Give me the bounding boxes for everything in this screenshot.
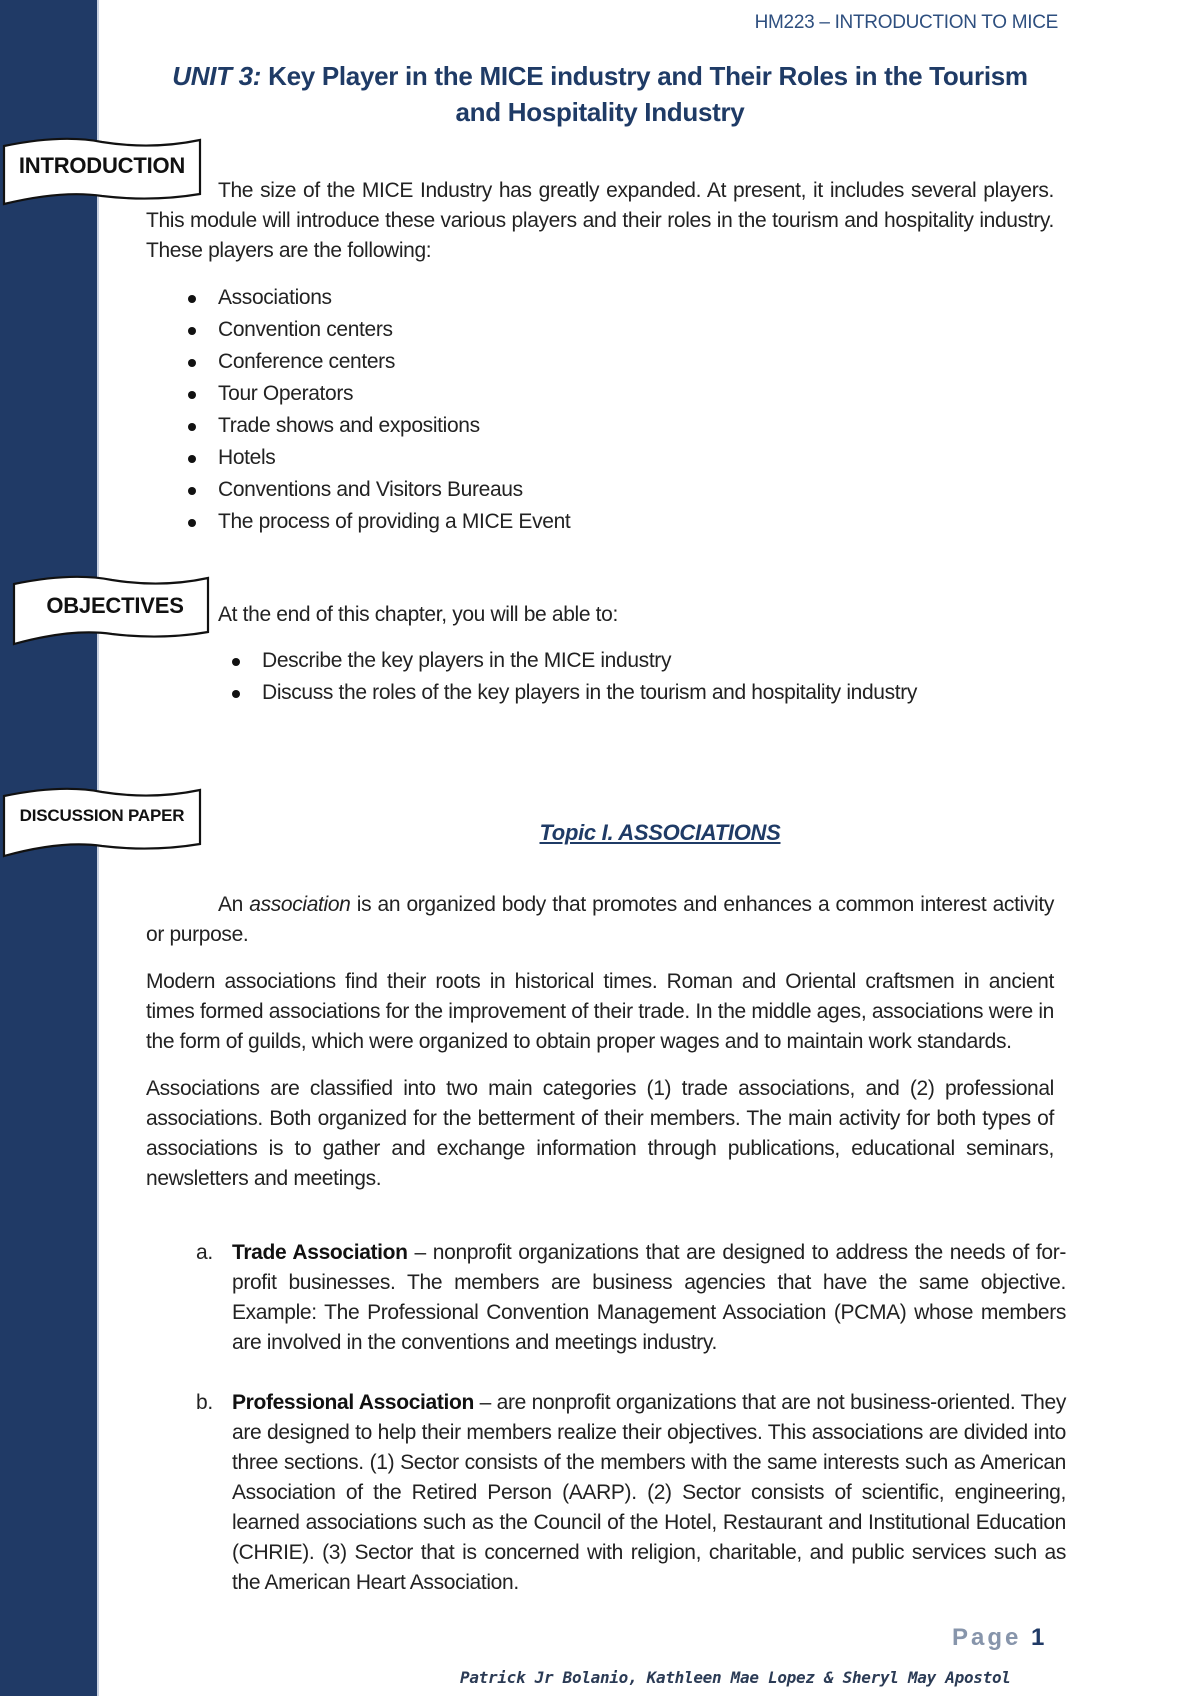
association-definition	[146, 890, 1054, 950]
item-marker: b.	[196, 1391, 213, 1414]
topic-heading: Topic I. ASSOCIATIONS	[539, 820, 781, 845]
course-header: HM223 – INTRODUCTION TO MICE	[754, 12, 1058, 33]
unit-title	[160, 58, 1040, 130]
page-label: Page	[952, 1624, 1022, 1651]
objectives-list	[228, 645, 917, 709]
definition-text: is an organized body that promotes and enhances a common interest activity or purpose.	[146, 893, 1054, 946]
item-term: Trade Association	[232, 1241, 408, 1264]
introduction-text: The size of the MICE Industry has greatly expanded. At present, it includes several players. This module will introduce these various players and their roles in the tourism and hospitality industry. These players are the following:	[146, 179, 1054, 262]
list-item: Describe the key players in the MICE industry	[228, 645, 917, 677]
list-item: Associations	[184, 282, 570, 314]
discussion-banner	[2, 786, 202, 846]
list-item: The process of providing a MICE Event	[184, 506, 570, 538]
history-paragraph: Modern associations find their roots in historical times. Roman and Oriental craftsmen in ancient times formed associations for the improvement of their trade. In the middle ages, associations were in the form of guilds, which were organized to obtain proper wages and to maintain work standards.	[146, 970, 1054, 1053]
page-number	[952, 1624, 1044, 1652]
page-number-value: 1	[1031, 1624, 1045, 1651]
objectives-lead: At the end of this chapter, you will be able to:	[218, 603, 618, 626]
trade-association-item	[196, 1238, 1066, 1358]
list-item: Hotels	[184, 442, 570, 474]
objectives-label: OBJECTIVES	[46, 593, 184, 618]
categories-paragraph: Associations are classified into two main categories (1) trade associations, and (2) professional associations. Both organized for the betterment of their members. The main activity for both types of associations is to gather and exchange information through publications, educational seminars, newsletters and meetings.	[146, 1077, 1054, 1190]
list-item: Tour Operators	[184, 378, 570, 410]
introduction-paragraph	[146, 176, 1054, 266]
item-term: Professional Association	[232, 1391, 474, 1414]
list-item: Convention centers	[184, 314, 570, 346]
unit-title-text: Key Player in the MICE industry and Their Roles in the Tourism and Hospitality Industry	[261, 61, 1028, 127]
item-text: – nonprofit organizations that are designed to address the needs of for-profit businesses. The members are business agencies that have the same objective. Example: The Professional Convention Management Association (PCMA) whose members are involved in the conventions and meetings industry.	[232, 1241, 1066, 1354]
definition-lead: An	[218, 893, 250, 916]
list-item: Trade shows and expositions	[184, 410, 570, 442]
item-text: – are nonprofit organizations that are not business-oriented. They are designed to help their members realize their objectives. This associations are divided into three sections. (1) Sector consists of the members with the same interests such as American Association of the Retired Person (AARP). (2) Sector consists of scientific, engineering, learned associations such as the Council of the Hotel, Restaurant and Institutional Education (CHRIE). (3) Sector that is concerned with religion, charitable, and public services such as the American Heart Association.	[232, 1391, 1066, 1594]
introduction-label: INTRODUCTION	[18, 153, 186, 178]
item-marker: a.	[196, 1241, 213, 1264]
discussion-label: DISCUSSION PAPER	[19, 806, 185, 825]
list-item: Conference centers	[184, 346, 570, 378]
objectives-banner	[2, 574, 212, 634]
list-item: Discuss the roles of the key players in the tourism and hospitality industry	[228, 677, 917, 709]
players-list	[184, 282, 570, 538]
list-item: Conventions and Visitors Bureaus	[184, 474, 570, 506]
unit-number: UNIT 3:	[172, 61, 262, 91]
authors-footer: Patrick Jr Bolanio, Kathleen Mae Lopez & Sheryl May Apostol	[460, 1668, 1011, 1687]
association-term: association	[249, 893, 351, 916]
professional-association-item	[196, 1388, 1066, 1598]
